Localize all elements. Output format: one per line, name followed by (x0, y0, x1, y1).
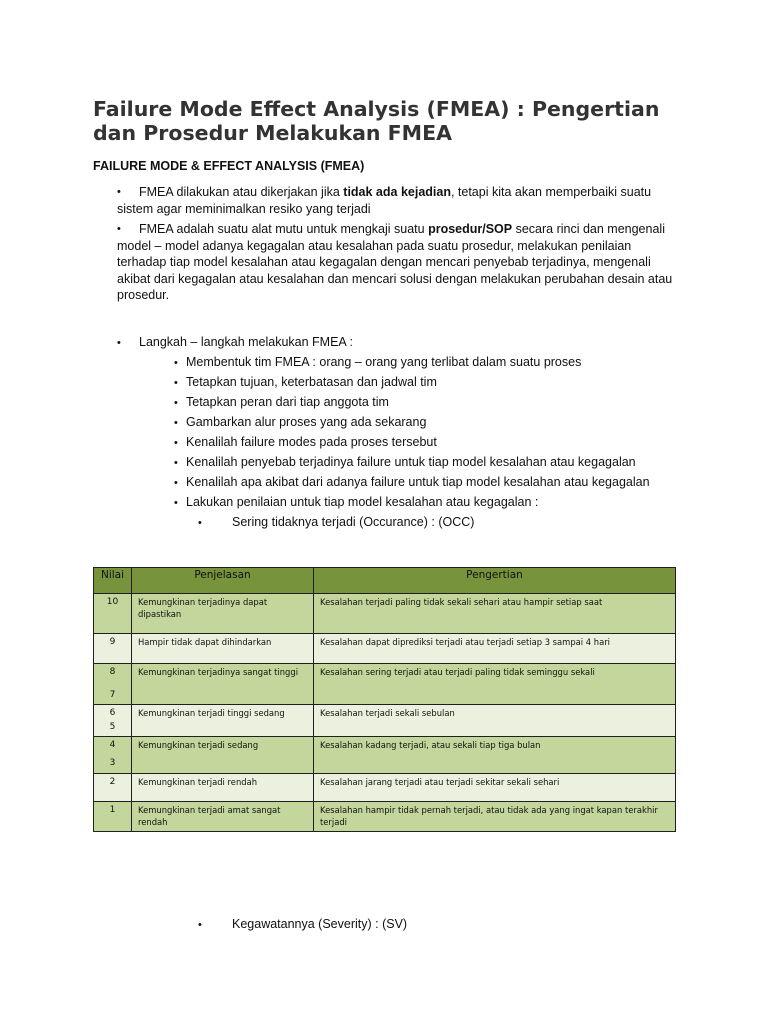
cell-penjelasan: Kemungkinan terjadinya dapat dipastikan (132, 594, 314, 634)
cell-nilai: 6 5 (94, 705, 132, 737)
cell-pengertian: Kesalahan sering terjadi atau terjadi paling tidak seminggu sekali (314, 664, 676, 705)
table-row (94, 737, 676, 774)
steps-heading-text: Langkah – langkah melakukan FMEA : (139, 335, 354, 349)
bullet-dot: • (174, 497, 178, 509)
cell-pengertian: Kesalahan terjadi sekali sebulan (314, 705, 676, 737)
intro-paragraph-1 (117, 184, 677, 217)
column-header-nilai: Nilai (94, 568, 132, 594)
cell-penjelasan: Kemungkinan terjadi tinggi sedang (132, 705, 314, 737)
bullet-dot: • (174, 477, 178, 489)
page-title: Failure Mode Effect Analysis (FMEA) : Pengertian dan Prosedur Melakukan FMEA (93, 97, 660, 145)
cell-penjelasan: Hampir tidak dapat dihindarkan (132, 634, 314, 664)
bullet-dot: • (174, 457, 178, 469)
sub-step-occurance (198, 514, 474, 531)
bullet-dot: • (117, 337, 121, 349)
table-header-row (94, 568, 676, 594)
bullet-dot: • (174, 357, 178, 369)
step-item (174, 374, 437, 391)
step-item (174, 494, 538, 511)
cell-penjelasan: Kemungkinan terjadi rendah (132, 774, 314, 802)
intro-paragraph-2 (117, 221, 677, 304)
intro-2-text-bold: prosedur/SOP (428, 222, 513, 236)
sub-step-text: Kegawatannya (Severity) : (SV) (232, 917, 408, 931)
intro-1-text-after: , tetapi kita akan memperbaiki suatu sistem agar meminimalkan resiko yang terjadi (117, 185, 652, 216)
intro-2-text-after: secara rinci dan mengenali model – model adanya kegagalan atau kesalahan pada suatu prosedur, melakukan penilaian terhadap tiap model kesalahan atau kegagalan dengan mencari penyebab terjadinya, mengenali akibat dari kegagalan atau kesalahan dan mencari solusi dengan melakukan perubahan desain atau prosedur. (117, 222, 673, 302)
cell-pengertian: Kesalahan hampir tidak pernah terjadi, atau tidak ada yang ingat kapan terakhir terjadi (314, 802, 676, 832)
step-item (174, 354, 581, 371)
steps-heading (117, 334, 353, 351)
occurance-table (93, 567, 676, 832)
table-row (94, 774, 676, 802)
table-row (94, 705, 676, 737)
cell-penjelasan: Kemungkinan terjadi amat sangat rendah (132, 802, 314, 832)
step-item (174, 434, 437, 451)
cell-penjelasan: Kemungkinan terjadi sedang (132, 737, 314, 774)
column-header-penjelasan: Penjelasan (132, 568, 314, 594)
table-row (94, 594, 676, 634)
bullet-dot: • (174, 417, 178, 429)
bullet-dot: • (174, 397, 178, 409)
bullet-dot: • (198, 919, 202, 931)
cell-nilai: 9 (94, 634, 132, 664)
cell-pengertian: Kesalahan terjadi paling tidak sekali sehari atau hampir setiap saat (314, 594, 676, 634)
bullet-dot: • (174, 377, 178, 389)
bullet-dot: • (117, 223, 121, 235)
cell-pengertian: Kesalahan kadang terjadi, atau sekali tiap tiga bulan (314, 737, 676, 774)
cell-pengertian: Kesalahan jarang terjadi atau terjadi sekitar sekali sehari (314, 774, 676, 802)
step-item (174, 454, 636, 471)
sub-step-text: Sering tidaknya terjadi (Occurance) : (OCC) (232, 515, 475, 529)
step-item (174, 414, 426, 431)
cell-penjelasan: Kemungkinan terjadinya sangat tinggi (132, 664, 314, 705)
table-row (94, 802, 676, 832)
table-row (94, 634, 676, 664)
cell-nilai: 8 7 (94, 664, 132, 705)
step-item (174, 394, 389, 411)
step-text: Tetapkan peran dari tiap anggota tim (186, 395, 389, 409)
cell-pengertian: Kesalahan dapat diprediksi terjadi atau terjadi setiap 3 sampai 4 hari (314, 634, 676, 664)
cell-nilai: 2 (94, 774, 132, 802)
step-text: Kenalilah apa akibat dari adanya failure untuk tiap model kesalahan atau kegagalan (186, 475, 650, 489)
column-header-pengertian: Pengertian (314, 568, 676, 594)
sub-step-severity (198, 916, 407, 933)
step-text: Lakukan penilaian untuk tiap model kesalahan atau kegagalan : (186, 495, 539, 509)
table-row (94, 664, 676, 705)
intro-2-text-before: FMEA adalah suatu alat mutu untuk mengkaji suatu (139, 222, 429, 236)
step-text: Kenalilah penyebab terjadinya failure untuk tiap model kesalahan atau kegagalan (186, 455, 636, 469)
step-text: Membentuk tim FMEA : orang – orang yang terlibat dalam suatu proses (186, 355, 582, 369)
intro-1-text-before: FMEA dilakukan atau dikerjakan jika (139, 185, 344, 199)
bullet-dot: • (198, 517, 202, 529)
step-text: Tetapkan tujuan, keterbatasan dan jadwal tim (186, 375, 437, 389)
bullet-dot: • (174, 437, 178, 449)
step-text: Gambarkan alur proses yang ada sekarang (186, 415, 427, 429)
step-text: Kenalilah failure modes pada proses tersebut (186, 435, 437, 449)
cell-nilai: 4 3 (94, 737, 132, 774)
intro-1-text-bold: tidak ada kejadian (343, 185, 451, 199)
bullet-dot: • (117, 186, 121, 198)
section-heading: FAILURE MODE & EFFECT ANALYSIS (FMEA) (93, 159, 365, 173)
cell-nilai: 10 (94, 594, 132, 634)
cell-nilai: 1 (94, 802, 132, 832)
step-item (174, 474, 650, 491)
